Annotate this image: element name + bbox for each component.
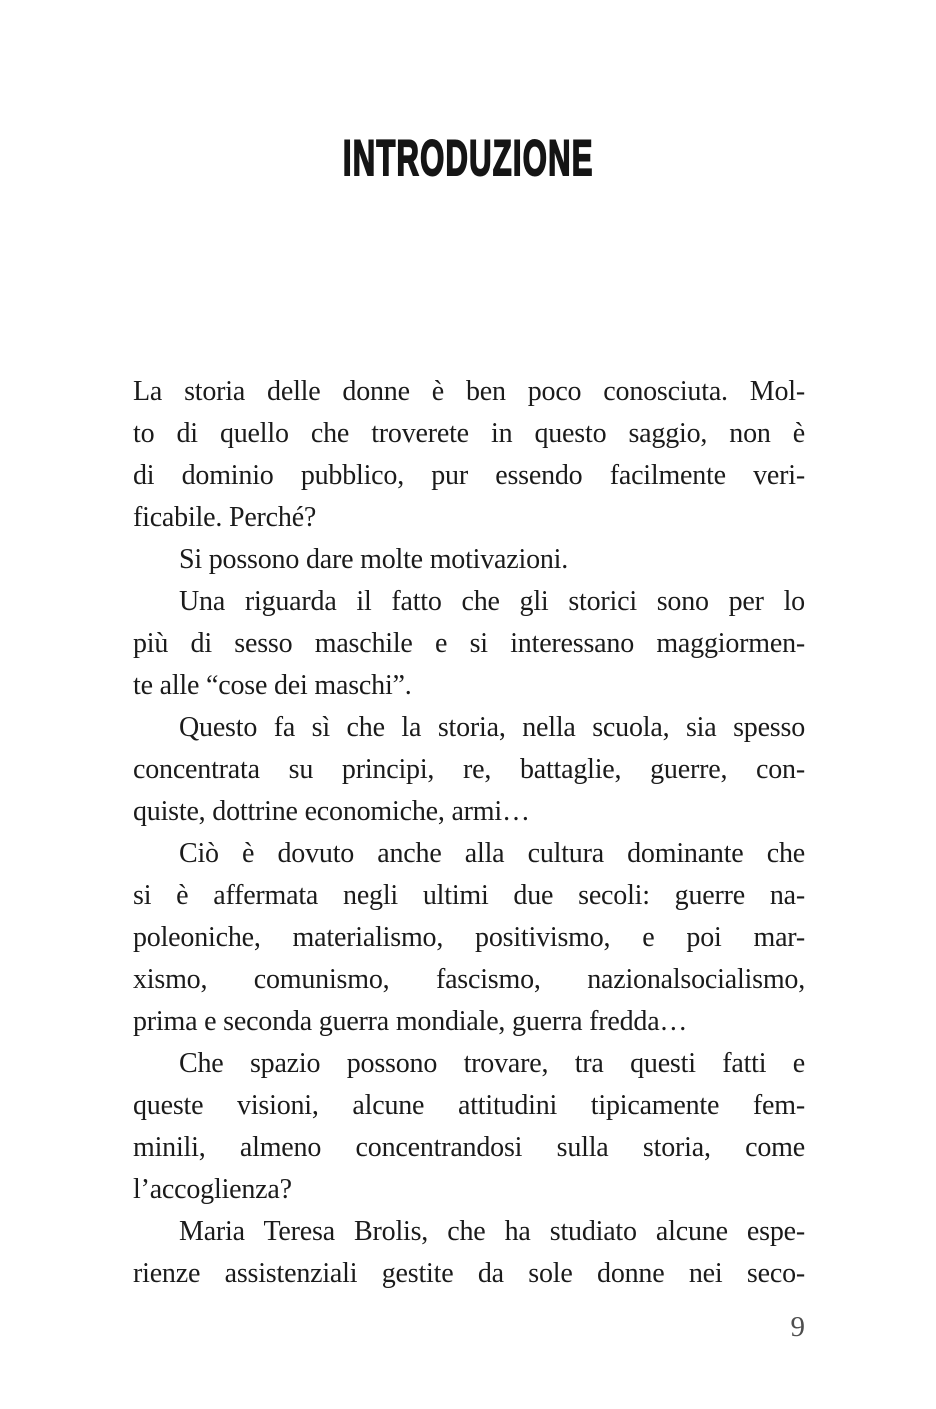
text-line: rienze assistenziali gestite da sole donne nei seco- — [133, 1258, 805, 1289]
body-text — [133, 371, 805, 1295]
chapter-title: INTRODUZIONE — [342, 130, 594, 186]
text-line: più di sesso maschile e si interessano maggiormen- — [133, 628, 805, 659]
text-line: Una riguarda il fatto che gli storici sono per lo — [179, 586, 805, 617]
page-number: 9 — [790, 1311, 805, 1343]
text-line: poleoniche, materialismo, positivismo, e poi mar- — [133, 922, 805, 953]
text-line: l’accoglienza? — [133, 1174, 292, 1205]
text-line: minili, almeno concentrandosi sulla storia, come — [133, 1132, 805, 1163]
text-line: Che spazio possono trovare, tra questi fatti e — [179, 1048, 805, 1079]
text-line: si è affermata negli ultimi due secoli: guerre na- — [133, 880, 805, 911]
text-line: to di quello che troverete in questo saggio, non è — [133, 418, 805, 449]
text-line: Maria Teresa Brolis, che ha studiato alcune espe- — [179, 1216, 805, 1247]
text-line: queste visioni, alcune attitudini tipicamente fem- — [133, 1090, 805, 1121]
text-line: quiste, dottrine economiche, armi… — [133, 796, 530, 827]
text-line: Si possono dare molte motivazioni. — [179, 544, 569, 575]
text-line: concentrata su principi, re, battaglie, guerre, con- — [133, 754, 805, 785]
text-line: La storia delle donne è ben poco conosciuta. Mol- — [133, 376, 805, 407]
chapter-title-wrap — [0, 130, 936, 186]
text-line: di dominio pubblico, pur essendo facilmente veri- — [133, 460, 805, 491]
text-line: te alle “cose dei maschi”. — [133, 670, 412, 701]
text-line: ficabile. Perché? — [133, 502, 317, 533]
text-line: xismo, comunismo, fascismo, nazionalsocialismo, — [133, 964, 805, 995]
text-line: Questo fa sì che la storia, nella scuola, sia spesso — [179, 712, 805, 743]
text-line: prima e seconda guerra mondiale, guerra fredda… — [133, 1006, 688, 1037]
text-line: Ciò è dovuto anche alla cultura dominante che — [179, 838, 805, 869]
